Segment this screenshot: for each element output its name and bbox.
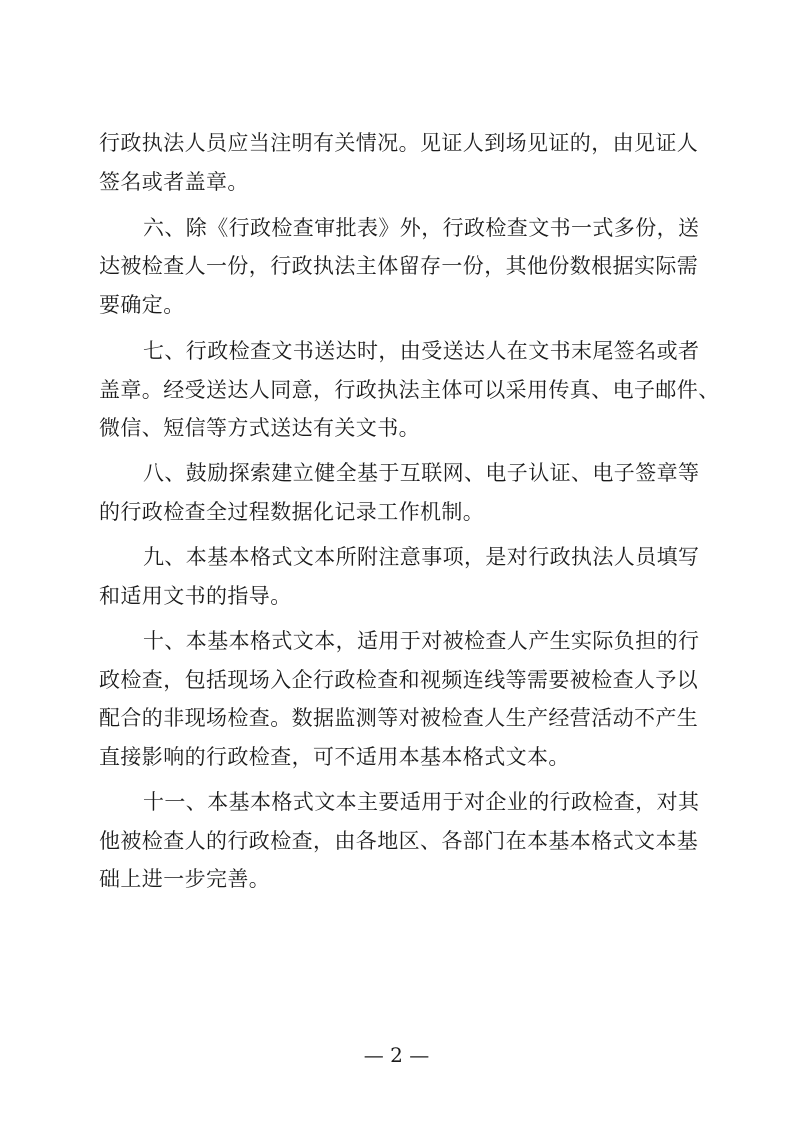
body-text-line: 础上进一步完善。 [99,867,271,891]
paragraph-9-first-line: 九、本基本格式文本所附注意事项，是对行政执法人员填写 [143,545,700,569]
body-text-line: 要确定。 [99,293,185,317]
body-text-line: 的行政检查全过程数据化记录工作机制。 [99,500,485,524]
paragraph-7-first-line: 七、行政检查文书送达时，由受送达人在文书末尾签名或者 [143,339,700,363]
body-text-line: 和适用文书的指导。 [99,584,292,608]
body-text-line: 微信、短信等方式送达有关文书。 [99,416,420,440]
body-text-line: 他被检查人的行政检查，由各地区、各部门在本基本格式文本基 [99,829,699,853]
body-text-line: 盖章。经受送达人同意，行政执法主体可以采用传真、电子邮件、 [99,378,720,402]
body-text-line: 配合的非现场检查。数据监测等对被检查人生产经营活动不产生 [99,706,699,730]
paragraph-6-first-line: 六、除《行政检查审批表》外，行政检查文书一式多份，送 [143,216,700,240]
body-text-line: 直接影响的行政检查，可不适用本基本格式文本。 [99,745,570,769]
paragraph-10-first-line: 十、本基本格式文本，适用于对被检查人产生实际负担的行 [143,629,700,653]
page-number: — 2 — [363,1043,430,1067]
body-text-line: 政检查，包括现场入企行政检查和视频连线等需要被检查人予以 [99,668,699,692]
body-text-line: 签名或者盖章。 [99,170,249,194]
paragraph-8-first-line: 八、鼓励探索建立健全基于互联网、电子认证、电子签章等 [143,461,700,485]
paragraph-11-first-line: 十一、本基本格式文本主要适用于对企业的行政检查，对其 [143,790,700,814]
body-text-line: 行政执法人员应当注明有关情况。见证人到场见证的，由见证人 [99,131,699,155]
body-text-line: 达被检查人一份，行政执法主体留存一份，其他份数根据实际需 [99,254,699,278]
